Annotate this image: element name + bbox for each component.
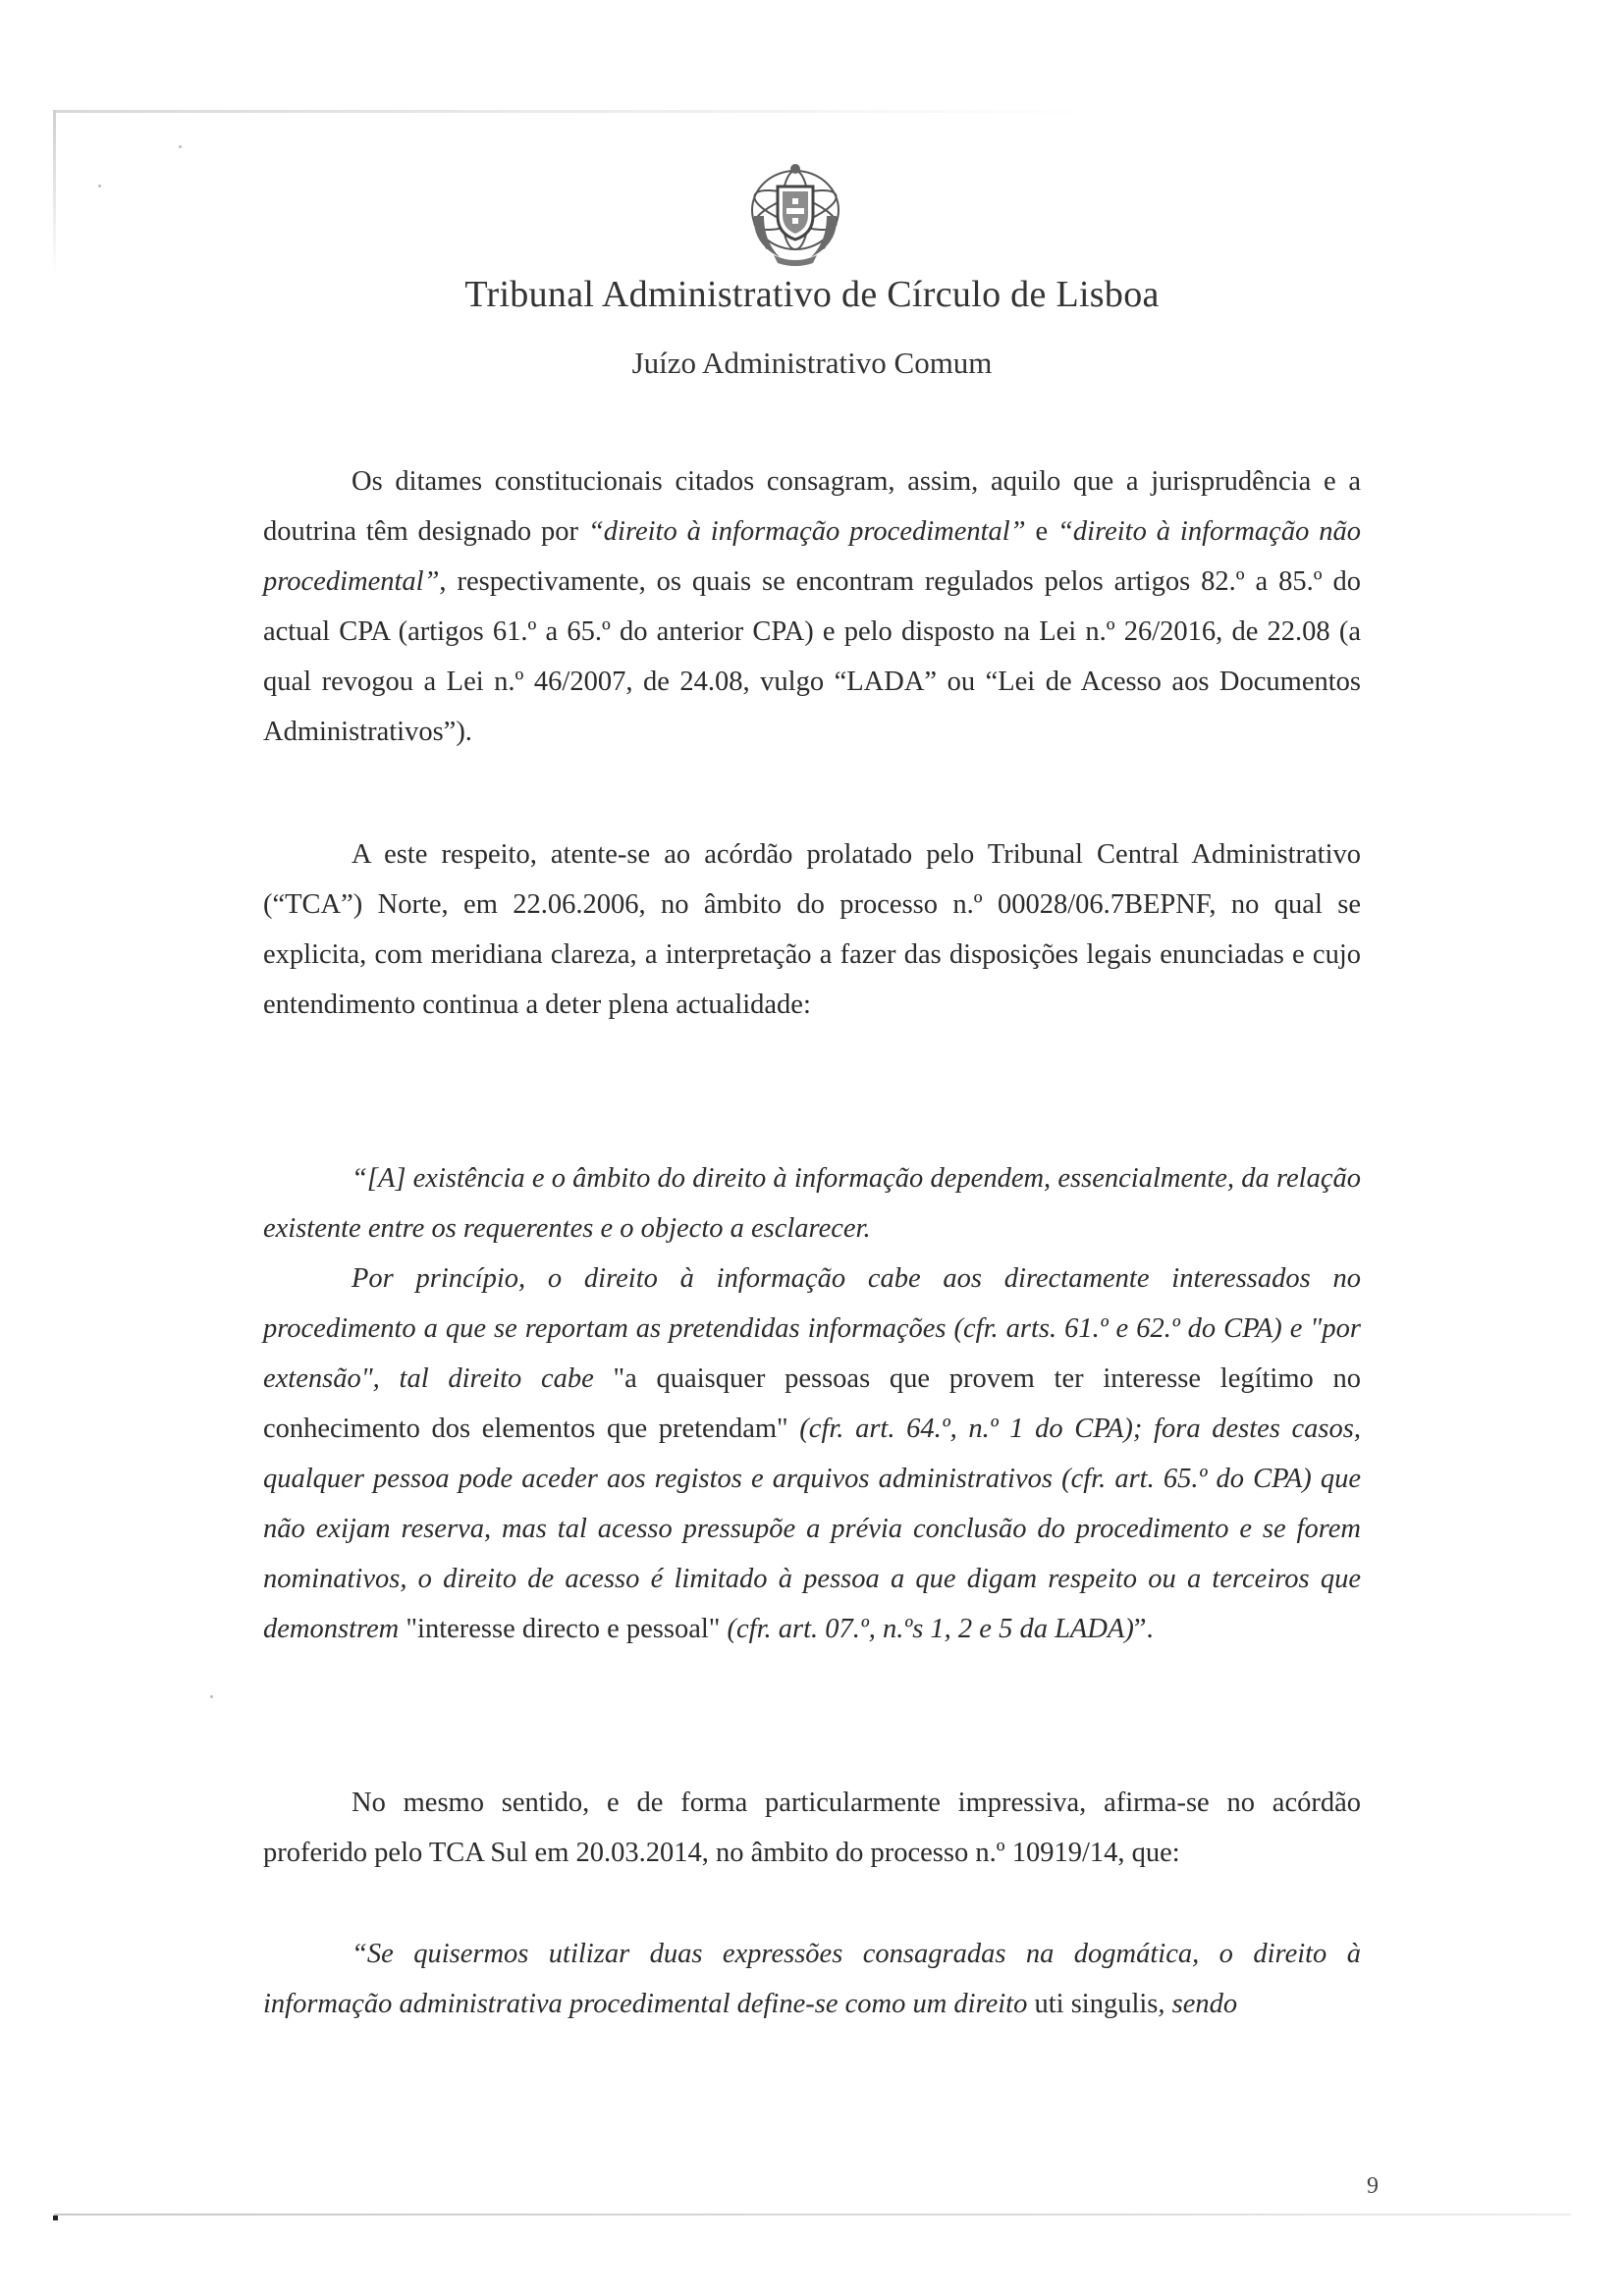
p1-segment: e [1025,516,1058,547]
p4-segment: ”. [1133,1614,1154,1644]
p1-segment: “direito à informação não procedimental” [263,516,1361,597]
scan-edge-bottom [54,2214,1571,2216]
scan-speck [179,145,182,148]
p5-segment: No mesmo sentido, e de forma particularmente impressiva, afirma-se no acórdão proferido pelo TCA Sul em 20.03.2014, no âmbito do processo n.º 10919/14, que: [263,1788,1361,1868]
p1-segment: Os ditames constitucionais citados consagram, assim, aquilo que a jurisprudência e a doutrina têm designado por [263,466,1361,547]
p6-segment: uti singulis [1034,1989,1159,2019]
scan-edge-left [53,110,56,277]
scan-speck [98,185,101,187]
p4-segment: "a quaisquer pessoas que provem ter interesse legítimo no conhecimento dos elementos que pretendam" [263,1363,1362,1444]
court-division: Juízo Administrativo Comum [631,346,993,380]
scan-speck [210,1695,213,1698]
p4-segment: Por princípio, o direito à informação cabe aos directamente interessados no procedimento a que se reportam as pretendidas informações (cfr. arts. 61.º e 62.º do CPA) e "por extensão", tal direito cabe [263,1263,1361,1394]
p2-segment: A este respeito, atente-se ao acórdão prolatado pelo Tribunal Central Administrativo (“TCA”) Norte, em 22.06.2006, no âmbito do processo n.º 00028/06.7BEPNF, no qual se explicita, com meridiana clareza, a interpretação a fazer das disposições legais enunciadas e cujo entendimento continua a deter plena actualidade: [263,839,1361,1020]
quote-paragraph-existence [263,1153,1361,1254]
p3-segment: “[A] existência e o âmbito do direito à informação dependem, essencialmente, da relação existente entre os requerentes e o objecto a esclarecer. [263,1163,1361,1244]
quote-paragraph-principle [263,1254,1361,1654]
p1-segment: , respectivamente, os quais se encontram regulados pelos artigos 82.º a 85.º do actual CPA (artigos 61.º a 65.º do anterior CPA) e pelo disposto na Lei n.º 26/2016, de 22.08 (a qual revogou a Lei n.º 46/2007, de 24.08, vulgo “LADA” ou “Lei de Acesso aos Documentos Administrativos”). [263,566,1361,747]
portuguese-coat-of-arms-icon [734,147,856,269]
p6-segment: , sendo [1158,1989,1238,2019]
p6-segment: “Se quisermos utilizar duas expressões consagradas na dogmática, o direito à informação administrativa procedimental define-se como um direito [263,1939,1361,2019]
court-name: Tribunal Administrativo de Círculo de Lisboa [464,274,1160,315]
p4-segment: (cfr. art. 64.º, n.º 1 do CPA); fora destes casos, qualquer pessoa pode aceder aos registos e arquivos administrativos (cfr. art. 65.º do CPA) que não exijam reserva, mas tal acesso pressupõe a prévia conclusão do procedimento e se forem nominativos, o direito de acesso é limitado à pessoa a que digam respeito ou a terceiros que demonstrem [263,1414,1361,1644]
paragraph-tca-sul-ruling [263,1778,1361,1878]
scan-dot [53,2216,58,2220]
paragraph-tca-norte-ruling [263,829,1361,1030]
quote-paragraph-dogmatics [263,1929,1361,2029]
page-number: 9 [1367,2173,1379,2199]
p4-segment: (cfr. art. 07.º, n.ºs 1, 2 e 5 da LADA) [720,1614,1134,1644]
p1-segment: “direito à informação procedimental” [587,516,1026,547]
paragraph-constitutional-rights [263,456,1361,757]
p4-segment: "interesse directo e pessoal" [406,1614,721,1644]
scan-edge-top [54,110,1085,113]
